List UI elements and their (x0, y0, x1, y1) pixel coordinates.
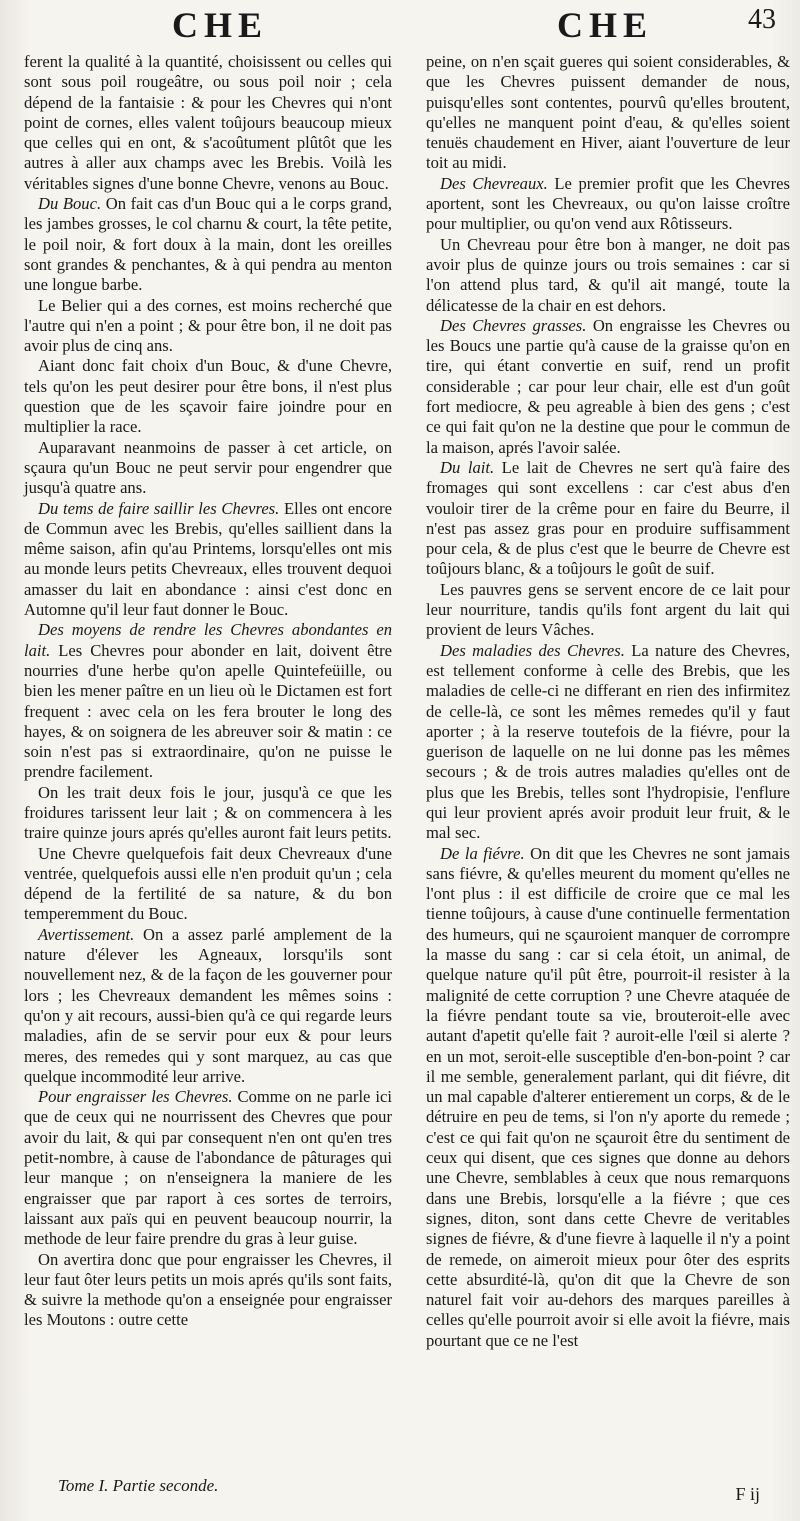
text-columns (24, 52, 790, 1351)
section-heading: Des moyens de rendre les Chevres abondantes en lait. (24, 620, 392, 660)
signature-mark: F ij (735, 1484, 760, 1504)
section-heading: Des maladies des Chevres. (440, 640, 625, 660)
section-heading: Du tems de faire saillir les Chevres. (38, 498, 280, 518)
page-number: 43 (748, 4, 776, 35)
section-heading: Du Bouc. (38, 194, 102, 214)
section-heading: De la fiévre. (440, 843, 525, 863)
paragraph (24, 925, 392, 1087)
paragraph-text: peine, on n'en sçait gueres qui soient considerables, & que les Chevres puissent demander de nous, puisqu'elles sont contentes, pourvû qu'elles broutent, qu'elles ne manquent point d'eau, & qu'elles soient tenuës chaudement en Hiver, aiant l'ouverture de leur toit au midi. (426, 52, 790, 173)
section-heading: Des Chevres grasses. (440, 315, 587, 335)
paragraph (24, 783, 392, 844)
paragraph (426, 174, 790, 235)
paragraph (24, 194, 392, 295)
section-heading: Du lait. (440, 457, 495, 477)
paragraph-text: Le premier profit que les Chevres aportent, sont les Chevreaux, ou qu'on laisse croître pour multiplier, ou qu'on vend aux Rôtisseurs. (426, 173, 790, 234)
paragraph (426, 316, 790, 458)
paragraph-text: On engraisse les Chevres ou les Boucs une partie qu'à cause de la graisse qu'on en tire, qui étant convertie en suif, rend un profit considerable ; car pour leur chair, elle est d'un goût fort mediocre, & peu agreable à bien des gens ; c'est ce qui fait qu'on ne la destine que pour le commun de la maison, aprés l'avoir salée. (426, 315, 790, 457)
paragraph-text: Une Chevre quelquefois fait deux Chevreaux d'une ventrée, quelquefois aussi elle n'en produit qu'un ; cela dépend de la fertilité de sa nature, & du bon temperemment du Bouc. (24, 843, 392, 924)
paragraph-text: Un Chevreau pour être bon à manger, ne doit pas avoir plus de quinze jours ou trois semaines : car si l'on attend plus tard, & qu'il ait mangé, toute la délicatesse de la chair en est dehors. (426, 234, 790, 315)
paragraph (24, 620, 392, 782)
paragraph (426, 580, 790, 641)
volume-line: Tome I. Partie seconde. (58, 1476, 219, 1495)
paragraph-text: On a assez parlé amplement de la nature d'élever les Agneaux, lorsqu'ils sont nouvellement nez, & de la façon de les gouverner pour lors ; les Chevreaux demandent les mêmes soins : qu'on y ait recours, aussi-bien qu'à ce qui regarde leurs maladies, afin de se servir pour eux & pour leurs meres, des remedes qui y sont marquez, au cas que quelque incommodité leur arrive. (24, 924, 392, 1086)
paragraph-text: On dit que les Chevres ne sont jamais sans fiévre, & qu'elles meurent du moment qu'elles ne l'ont plus : il est difficile de croire que ce mal les tienne toûjours, à cause d'une continuelle fermentation des humeurs, qui ne sçauroient manquer de corrompre la masse du sang : car si cela étoit, un animal, de quelque nature qu'il pût être, pourroit-il resister à la malignité de cette corruption ? une Chevre ataquée de la fiévre pendant toute sa vie, brouteroit-elle avec autant d'apetit qu'elle fait ? auroit-elle l'œil si alerte ? en un mot, seroit-elle susceptible d'en-bon-point ? car il me semble, generalement parlant, qui dit fiévre, dit un mal capable d'alterer entierement un corps, & de le détruire en peu de tems, si l'on n'y aporte du remede ; c'est ce qui fait qu'on ne sçauroit être du sentiment de ceux qui disent, que ces signes que donne au dehors une Chevre, semblables à ceux que nous remarquons dans une Brebis, lorsqu'elle a la fiévre ; que ces signes, diton, sont dans cette Chevre de veritables signes de fiévre, & d'une fievre à laquelle il n'y a point de remede, on aimeroit mieux pour ôter des esprits cette absurdité-là, qu'on dit que la Chevre de son naturel fait voir au-dehors des marques pareilles à celles qu'elle pourroit avoir si elle avoit la fiévre, mais pourtant que ce ne l'est (426, 843, 790, 1350)
paragraph (426, 235, 790, 316)
paragraph-text: Comme on ne parle ici que de ceux qui ne nourrissent des Chevres que pour avoir du lait, & qui par consequent n'en ont qu'en tres petit-nombre, à cause de l'abondance de pâturages qui leur manque ; on n'enseignera la maniere de les engraisser que par raport à ces sortes de terroirs, laissant aux païs qui en peuvent beaucoup nourrir, la methode de leur faire prendre du gras à leur guise. (24, 1087, 392, 1249)
paragraph-text: La nature des Chevres, est tellement conforme à celle des Brebis, que les maladies de celle-ci ne differant en rien des infirmitez de celle-là, ce sont les mêmes remedes qu'il y faut aporter ; à la reserve toutefois de la fiévre, pour la guerison de laquelle on ne lui donne pas les mêmes secours ; & de trois autres maladies qu'elles ont de plus que les Brebis, telles sont l'hydropisie, l'enflure qui leur provient aprés avoir produit leur fruit, & le mal sec. (426, 640, 790, 843)
paragraph (24, 296, 392, 357)
paragraph (426, 844, 790, 1351)
paragraph (426, 52, 790, 174)
paragraph-text: Le lait de Chevres ne sert qu'à faire des fromages qui sont excellens : car c'est abus d'en vouloir tirer de la crême pour en faire du Beurre, il n'est pas assez gras pour en produire suffisamment pour cela, & de plus c'est que le beurre de Chevre est toûjours blanc, & a toûjours le goût de suif. (426, 457, 790, 579)
paragraph (426, 641, 790, 844)
running-head-right: CHE (557, 5, 654, 45)
paragraph (24, 1087, 392, 1249)
paragraph-text: On avertira donc que pour engraisser les Chevres, il leur faut ôter leurs petits un mois aprés qu'ils sont faits, & suivre la methode qu'on a enseignée pour engraisser les Moutons : outre cette (24, 1249, 392, 1330)
paragraph (24, 499, 392, 621)
paragraph (24, 844, 392, 925)
paragraph-text: On les trait deux fois le jour, jusqu'à ce que les froidures tarissent leur lait ; & on commencera à les traire quinze jours aprés qu'elles auront fait leurs petits. (24, 782, 392, 843)
paragraph-text: Les Chevres pour abonder en lait, doivent être nourries d'une herbe qu'on apelle Quintefeüille, ou bien les mener paître en un lieu où le Dictamen est fort frequent : avec cela on les fera brouter le long des hayes, & on soignera de les abreuver soir & matin : ce soin n'est pas si extraordinaire, qu'on ne puisse le prendre facilement. (24, 640, 392, 782)
paragraph-text: Aiant donc fait choix d'un Bouc, & d'une Chevre, tels qu'on les peut desirer pour être bons, il n'est plus question que de les sçavoir faire joindre pour en multiplier la race. (24, 356, 392, 437)
section-heading: Pour engraisser les Chevres. (38, 1087, 233, 1107)
paragraph-text: ferent la qualité à la quantité, choisissent ou celles qui sont sous poil rougeâtre, ou sous poil noir ; cela dépend de la fantaisie : & pour les Chevres qui n'ont point de cornes, elles valent toûjours beaucoup mieux que celles qui en ont, & s'acoûtument plûtôt que les autres à aller aux champs avec les Brebis. Voilà les véritables signes d'une bonne Chevre, venons au Bouc. (24, 52, 392, 193)
section-heading: Des Chevreaux. (440, 173, 548, 193)
paragraph-text: Elles ont encore de Commun avec les Brebis, qu'elles saillient dans la même saison, afin qu'au Printems, lorsqu'elles ont mis au monde leurs petits Chevreaux, elles trouvent dequoi amasser du lait en abondance : ainsi c'est donc en Automne qu'il leur faut donner le Bouc. (24, 498, 393, 620)
section-heading: Avertissement. (38, 924, 135, 944)
paragraph (24, 438, 392, 499)
paragraph-text: On fait cas d'un Bouc qui a le corps grand, les jambes grosses, le col charnu & court, la tête petite, le poil noir, & fort doux à la main, dont les oreilles sont grandes & penchantes, & à qui pendra au menton une longue barbe. (24, 194, 392, 295)
paragraph (426, 458, 790, 580)
left-column (24, 52, 392, 1351)
running-head-left: CHE (172, 5, 269, 45)
paragraph-text: Le Belier qui a des cornes, est moins recherché que l'autre qui n'en a point ; & pour être bon, il ne doit pas avoir plus de cinq ans. (24, 295, 392, 356)
paragraph (24, 52, 392, 194)
paragraph (24, 356, 392, 437)
paragraph (24, 1250, 392, 1331)
paragraph-text: Les pauvres gens se servent encore de ce lait pour leur nourriture, tandis qu'ils font argent du lait qui provient de leurs Vâches. (426, 579, 790, 640)
paragraph-text: Auparavant neanmoins de passer à cet article, on sçaura qu'un Bouc ne peut servir pour engendrer que jusqu'à quatre ans. (24, 437, 392, 498)
right-column (426, 52, 790, 1351)
